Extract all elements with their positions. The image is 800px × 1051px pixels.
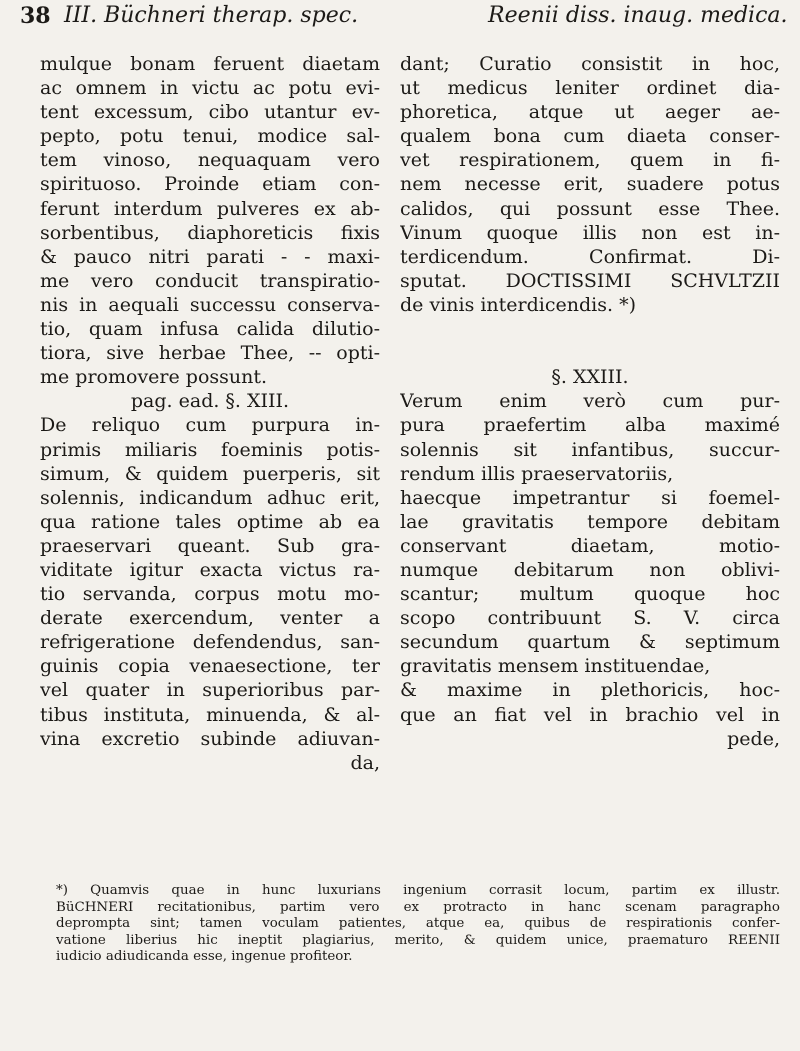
text-line: ut medicus leniter ordinet dia- [400,77,780,100]
text-line: secundum quartum & septimum [400,631,780,654]
text-line: scantur; multum quoque hoc [400,583,780,606]
text-line: terdicendum. Confirmat. Di- [400,245,780,268]
page-number: 38 [20,3,51,29]
text-line: primis miliaris foeminis potis- [40,438,380,461]
text-line: de vinis interdicendis. *) [400,293,636,316]
running-title-right: Reenii diss. inaug. medica. [488,3,788,28]
text-line: tent excessum, cibo utantur ev- [40,101,380,124]
text-line: qualem bona cum diaeta conser- [400,125,780,148]
text-line: & pauco nitri parati - - maxi- [40,245,380,268]
running-header [0,0,800,40]
text-line: nem necesse erit, suadere potus [400,173,780,196]
right-text-column [400,52,780,751]
text-line: tem vinoso, nequaquam vero [40,149,380,172]
text-line: conservant diaetam, motio- [400,534,780,557]
left-text-column [40,52,380,775]
text-line: spirituoso. Proinde etiam con- [40,173,380,196]
text-line: pepto, potu tenui, modice sal- [40,125,380,148]
text-line: & maxime in plethoricis, hoc- [400,679,780,702]
text-line [400,317,780,341]
text-line: §. XXIII. [551,366,629,389]
text-line: scopo contribuunt S. V. circa [400,607,780,630]
footnote-line: *) Quamvis quae in hunc luxurians ingenium corrasit locum, partim ex illustr. [56,883,780,898]
footnote-line: BüCHNERI recitationibus, partim vero ex protracto in hanc scenam paragrapho [56,899,780,915]
text-line: tiora, sive herbae Thee, -- opti- [40,342,380,365]
text-line: solennis, indicandum adhuc erit, [40,486,380,509]
text-line: sorbentibus, diaphoreticis fixis [40,221,380,244]
text-line: refrigeratione defendendus, san- [40,631,380,654]
running-title-left: III. Büchneri therap. spec. [64,3,359,28]
text-line: Verum enim verò cum pur- [400,390,780,413]
text-line: dant; Curatio consistit in hoc, [400,53,780,75]
text-line: guinis copia venaesectione, ter [40,655,380,678]
text-line: mulque bonam feruent diaetam [40,53,380,75]
text-line: me vero conducit transpiratio- [40,269,380,292]
text-line: haecque impetrantur si foemel- [400,486,780,509]
text-line: tibus instituta, minuenda, & al- [40,703,380,726]
text-line: qua ratione tales optime ab ea [40,510,380,533]
text-line: rendum illis praeservatoriis, [400,462,674,485]
text-line: lae gravitatis tempore debitam [400,510,780,533]
text-line: solennis sit infantibus, succur- [400,438,780,461]
text-line: vet respirationem, quem in fi- [400,149,780,172]
text-line: ferunt interdum pulveres ex ab- [40,197,380,220]
text-line: calidos, qui possunt esse Thee. [400,197,780,220]
text-line: numque debitarum non oblivi- [400,558,780,581]
text-line: vel quater in superioribus par- [40,679,380,702]
text-line: da, [350,751,380,774]
text-line: viditate igitur exacta victus ra- [40,558,380,581]
text-line: pag. ead. §. XIII. [130,390,290,413]
text-line: sputat. DOCTISSIMI SCHVLTZII [400,269,780,292]
text-line: phoretica, atque ut aeger ae- [400,101,780,124]
footnote-line: vatione liberius hic ineptit plagiarius, merito, & quidem unice, praematuro REENII [56,932,780,948]
footnote-line: deprompta sint; tamen voculam patientes, atque ea, quibus de respirationis confer- [56,916,780,932]
text-line: Vinum quoque illis non est in- [400,221,780,244]
text-line: De reliquo cum purpura in- [40,414,380,437]
text-line: tio servanda, corpus motu mo- [40,583,380,606]
text-line: vina excretio subinde adiuvan- [40,727,380,750]
text-line: me promovere possunt. [40,366,268,389]
text-line: pura praefertim alba maximé [400,414,780,437]
text-line: tio, quam infusa calida dilutio- [40,318,380,341]
text-line: praeservari queant. Sub gra- [40,534,380,557]
text-line: simum, & quidem puerperis, sit [40,462,380,485]
footnote-line: iudicio adiudicanda esse, ingenue profiteor. [56,949,353,965]
text-line: que an fiat vel in brachio vel in [400,703,780,726]
text-line: gravitatis mensem instituendae, [400,655,711,678]
text-line: nis in aequali successu conserva- [40,293,380,316]
footnote [56,883,780,966]
text-line [400,341,780,365]
text-line: pede, [727,727,780,750]
text-line: ac omnem in victu ac potu evi- [40,77,380,100]
text-line: derate exercendum, venter a [40,607,380,630]
